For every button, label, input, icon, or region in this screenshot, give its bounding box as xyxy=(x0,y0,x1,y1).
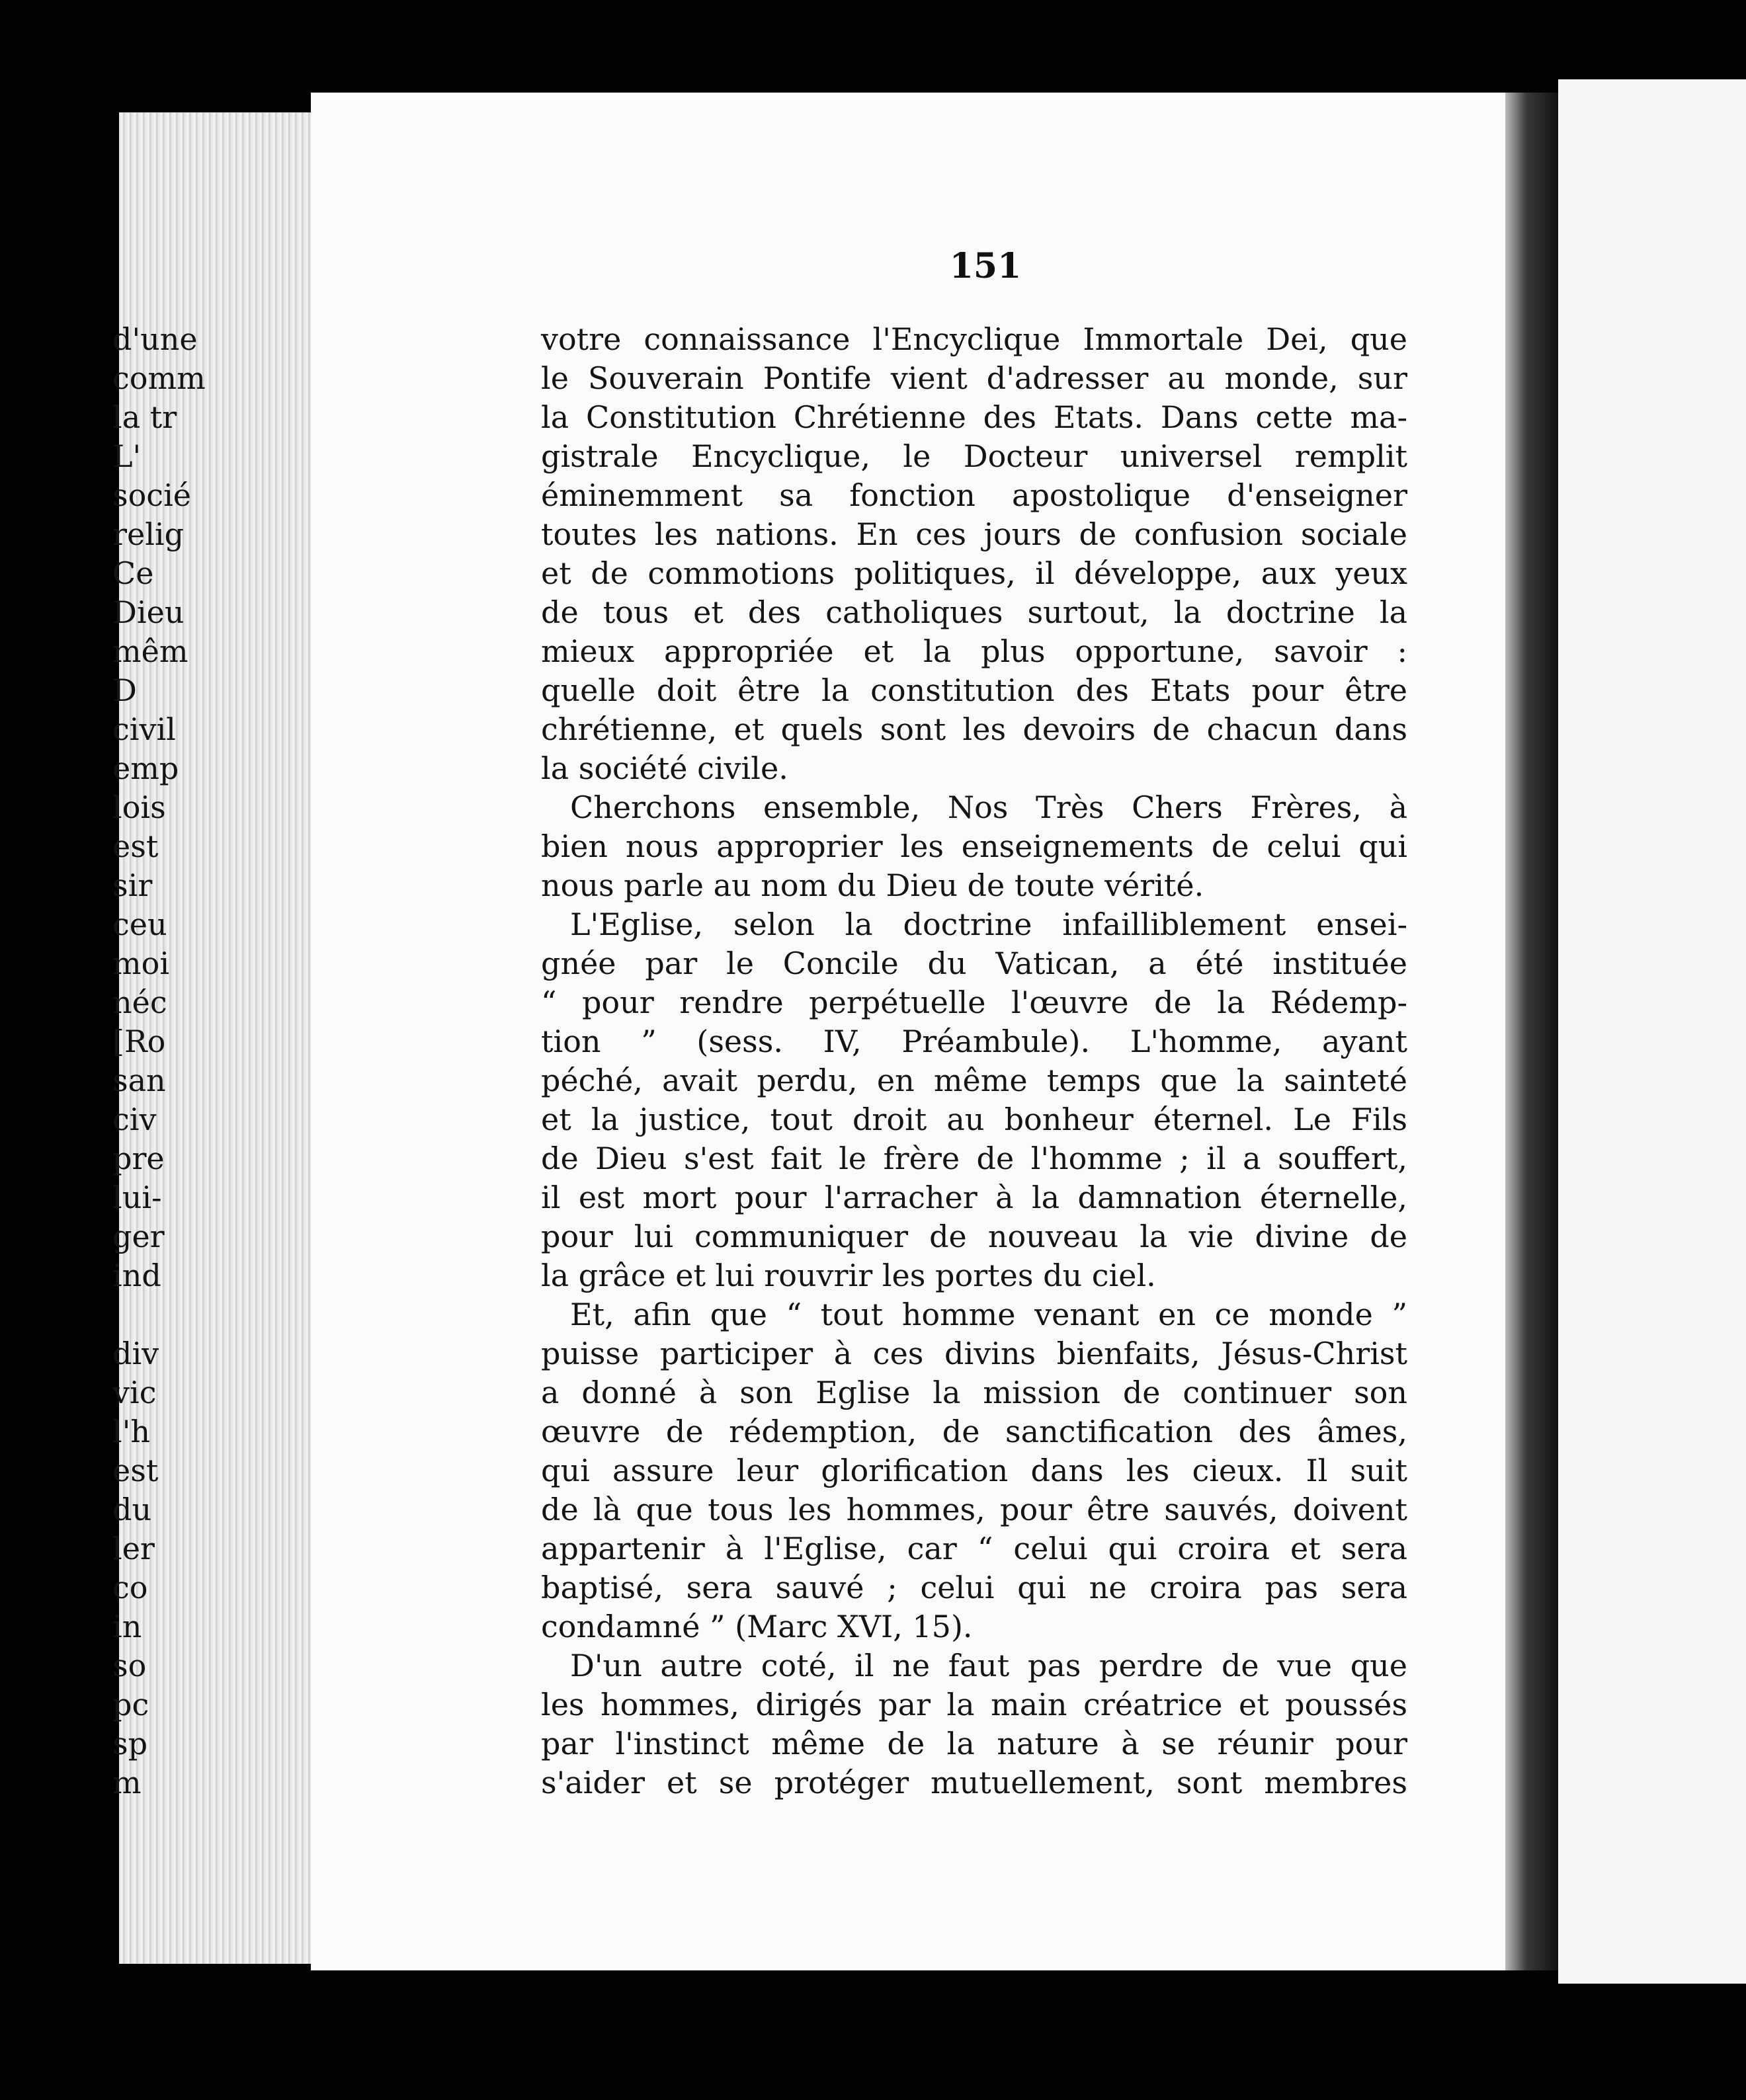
text-line: L'Eglise, selon la doctrine infailliblement ensei- xyxy=(570,907,1407,942)
facing-text-fragment: lois xyxy=(112,789,166,825)
facing-text-fragment: m xyxy=(112,1765,142,1800)
text-line: éminemment sa fonction apostolique d'enseigner xyxy=(541,477,1407,513)
text-line: gistrale Encyclique, le Docteur universel remplit xyxy=(541,438,1407,474)
text-line: qui assure leur glorification dans les cieux. Il suit xyxy=(541,1453,1407,1488)
text-line: Cherchons ensemble, Nos Très Chers Frères, à xyxy=(570,789,1407,825)
text-line: votre connaissance l'Encyclique Immortale Dei, que xyxy=(541,321,1407,357)
text-line: la société civile. xyxy=(541,750,788,786)
text-line: condamné ” (Marc XVI, 15). xyxy=(541,1609,973,1644)
facing-text-fragment: pre xyxy=(112,1141,165,1176)
text-line: de Dieu s'est fait le frère de l'homme ; il a souffert, xyxy=(541,1141,1407,1176)
facing-page-text xyxy=(112,320,206,1802)
text-line: œuvre de rédemption, de sanctification des âmes, xyxy=(541,1414,1407,1449)
facing-text-fragment: ceu xyxy=(112,907,167,942)
text-line: D'un autre coté, il ne faut pas perdre de vue que xyxy=(570,1648,1407,1683)
facing-text-fragment: du xyxy=(112,1492,152,1527)
text-line: par l'instinct même de la nature à se réunir pour xyxy=(541,1726,1407,1761)
text-line: “ pour rendre perpétuelle l'œuvre de la Rédemp- xyxy=(541,985,1407,1020)
facing-text-fragment: civil xyxy=(112,711,176,747)
facing-text-fragment: so xyxy=(112,1648,147,1683)
book-gutter xyxy=(1505,93,1558,1970)
text-line: a donné à son Eglise la mission de continuer son xyxy=(541,1375,1407,1410)
facing-text-fragment: L' xyxy=(112,438,142,474)
text-line: il est mort pour l'arracher à la damnation éternelle, xyxy=(541,1180,1407,1215)
facing-text-fragment: comm xyxy=(112,360,206,396)
text-line: gnée par le Concile du Vatican, a été instituée xyxy=(541,946,1407,981)
facing-text-fragment: san xyxy=(112,1063,166,1098)
text-line: les hommes, dirigés par la main créatrice et poussés xyxy=(541,1687,1407,1722)
facing-text-fragment: est xyxy=(112,828,159,864)
facing-text-fragment: civ xyxy=(112,1102,157,1137)
facing-text-fragment: relig xyxy=(112,516,185,552)
text-line: de là que tous les hommes, pour être sauvés, doivent xyxy=(541,1492,1407,1527)
facing-text-fragment: moi xyxy=(112,946,170,981)
facing-text-fragment: pc xyxy=(112,1687,149,1722)
page-number: 151 xyxy=(949,246,1022,286)
facing-text-fragment: Ce xyxy=(112,555,154,591)
text-line: le Souverain Pontife vient d'adresser au monde, sur xyxy=(541,360,1407,396)
facing-text-fragment: co xyxy=(112,1570,148,1605)
facing-text-fragment: néc xyxy=(112,985,167,1020)
text-line: péché, avait perdu, en même temps que la sainteté xyxy=(541,1063,1407,1098)
text-line: pour lui communiquer de nouveau la vie divine de xyxy=(541,1219,1407,1254)
facing-text-fragment: emp xyxy=(112,750,179,786)
text-line: et la justice, tout droit au bonheur éternel. Le Fils xyxy=(541,1102,1407,1137)
facing-text-fragment: Dieu xyxy=(112,594,185,630)
text-line: Et, afin que “ tout homme venant en ce monde ” xyxy=(570,1297,1407,1332)
body-text xyxy=(541,320,1407,1802)
text-line: baptisé, sera sauvé ; celui qui ne croira pas sera xyxy=(541,1570,1407,1605)
facing-text-fragment: D xyxy=(112,672,137,708)
facing-text-fragment: lui- xyxy=(112,1180,162,1215)
text-line: quelle doit être la constitution des Etats pour être xyxy=(541,672,1407,708)
facing-text-fragment: la tr xyxy=(112,399,177,435)
text-line: s'aider et se protéger mutuellement, sont membres xyxy=(541,1765,1407,1800)
facing-text-fragment: ger xyxy=(112,1219,165,1254)
facing-text-fragment: ind xyxy=(112,1258,161,1293)
facing-text-fragment: sir xyxy=(112,868,153,903)
text-line: nous parle au nom du Dieu de toute vérité. xyxy=(541,868,1204,903)
text-line: la Constitution Chrétienne des Etats. Dans cette ma- xyxy=(541,399,1407,435)
facing-text-fragment: socié xyxy=(112,477,191,513)
text-line: chrétienne, et quels sont les devoirs de chacun dans xyxy=(541,711,1407,747)
text-line: la grâce et lui rouvrir les portes du ciel. xyxy=(541,1258,1156,1293)
text-line: et de commotions politiques, il développe, aux yeux xyxy=(541,555,1407,591)
text-line: appartenir à l'Eglise, car “ celui qui croira et sera xyxy=(541,1531,1407,1566)
text-line: bien nous approprier les enseignements de celui qui xyxy=(541,828,1407,864)
text-line: mieux appropriée et la plus opportune, savoir : xyxy=(541,633,1407,669)
text-line: de tous et des catholiques surtout, la doctrine la xyxy=(541,594,1407,630)
facing-text-fragment: [Ro xyxy=(112,1024,166,1059)
facing-page xyxy=(1558,79,1746,1984)
facing-text-fragment: div xyxy=(112,1336,159,1371)
text-line: tion ” (sess. IV, Préambule). L'homme, ayant xyxy=(541,1024,1407,1059)
facing-text-fragment: in xyxy=(112,1609,142,1644)
facing-text-fragment xyxy=(112,1295,206,1334)
facing-text-fragment: d'une xyxy=(112,321,198,357)
facing-text-fragment: est xyxy=(112,1453,159,1488)
text-line: toutes les nations. En ces jours de confusion sociale xyxy=(541,516,1407,552)
facing-text-fragment: mêm xyxy=(112,633,188,669)
facing-text-fragment: vic xyxy=(112,1375,157,1410)
facing-text-fragment: ler xyxy=(112,1531,155,1566)
facing-text-fragment: l'h xyxy=(112,1414,150,1449)
text-line: puisse participer à ces divins bienfaits, Jésus-Christ xyxy=(541,1336,1407,1371)
facing-text-fragment: sp xyxy=(112,1726,148,1761)
